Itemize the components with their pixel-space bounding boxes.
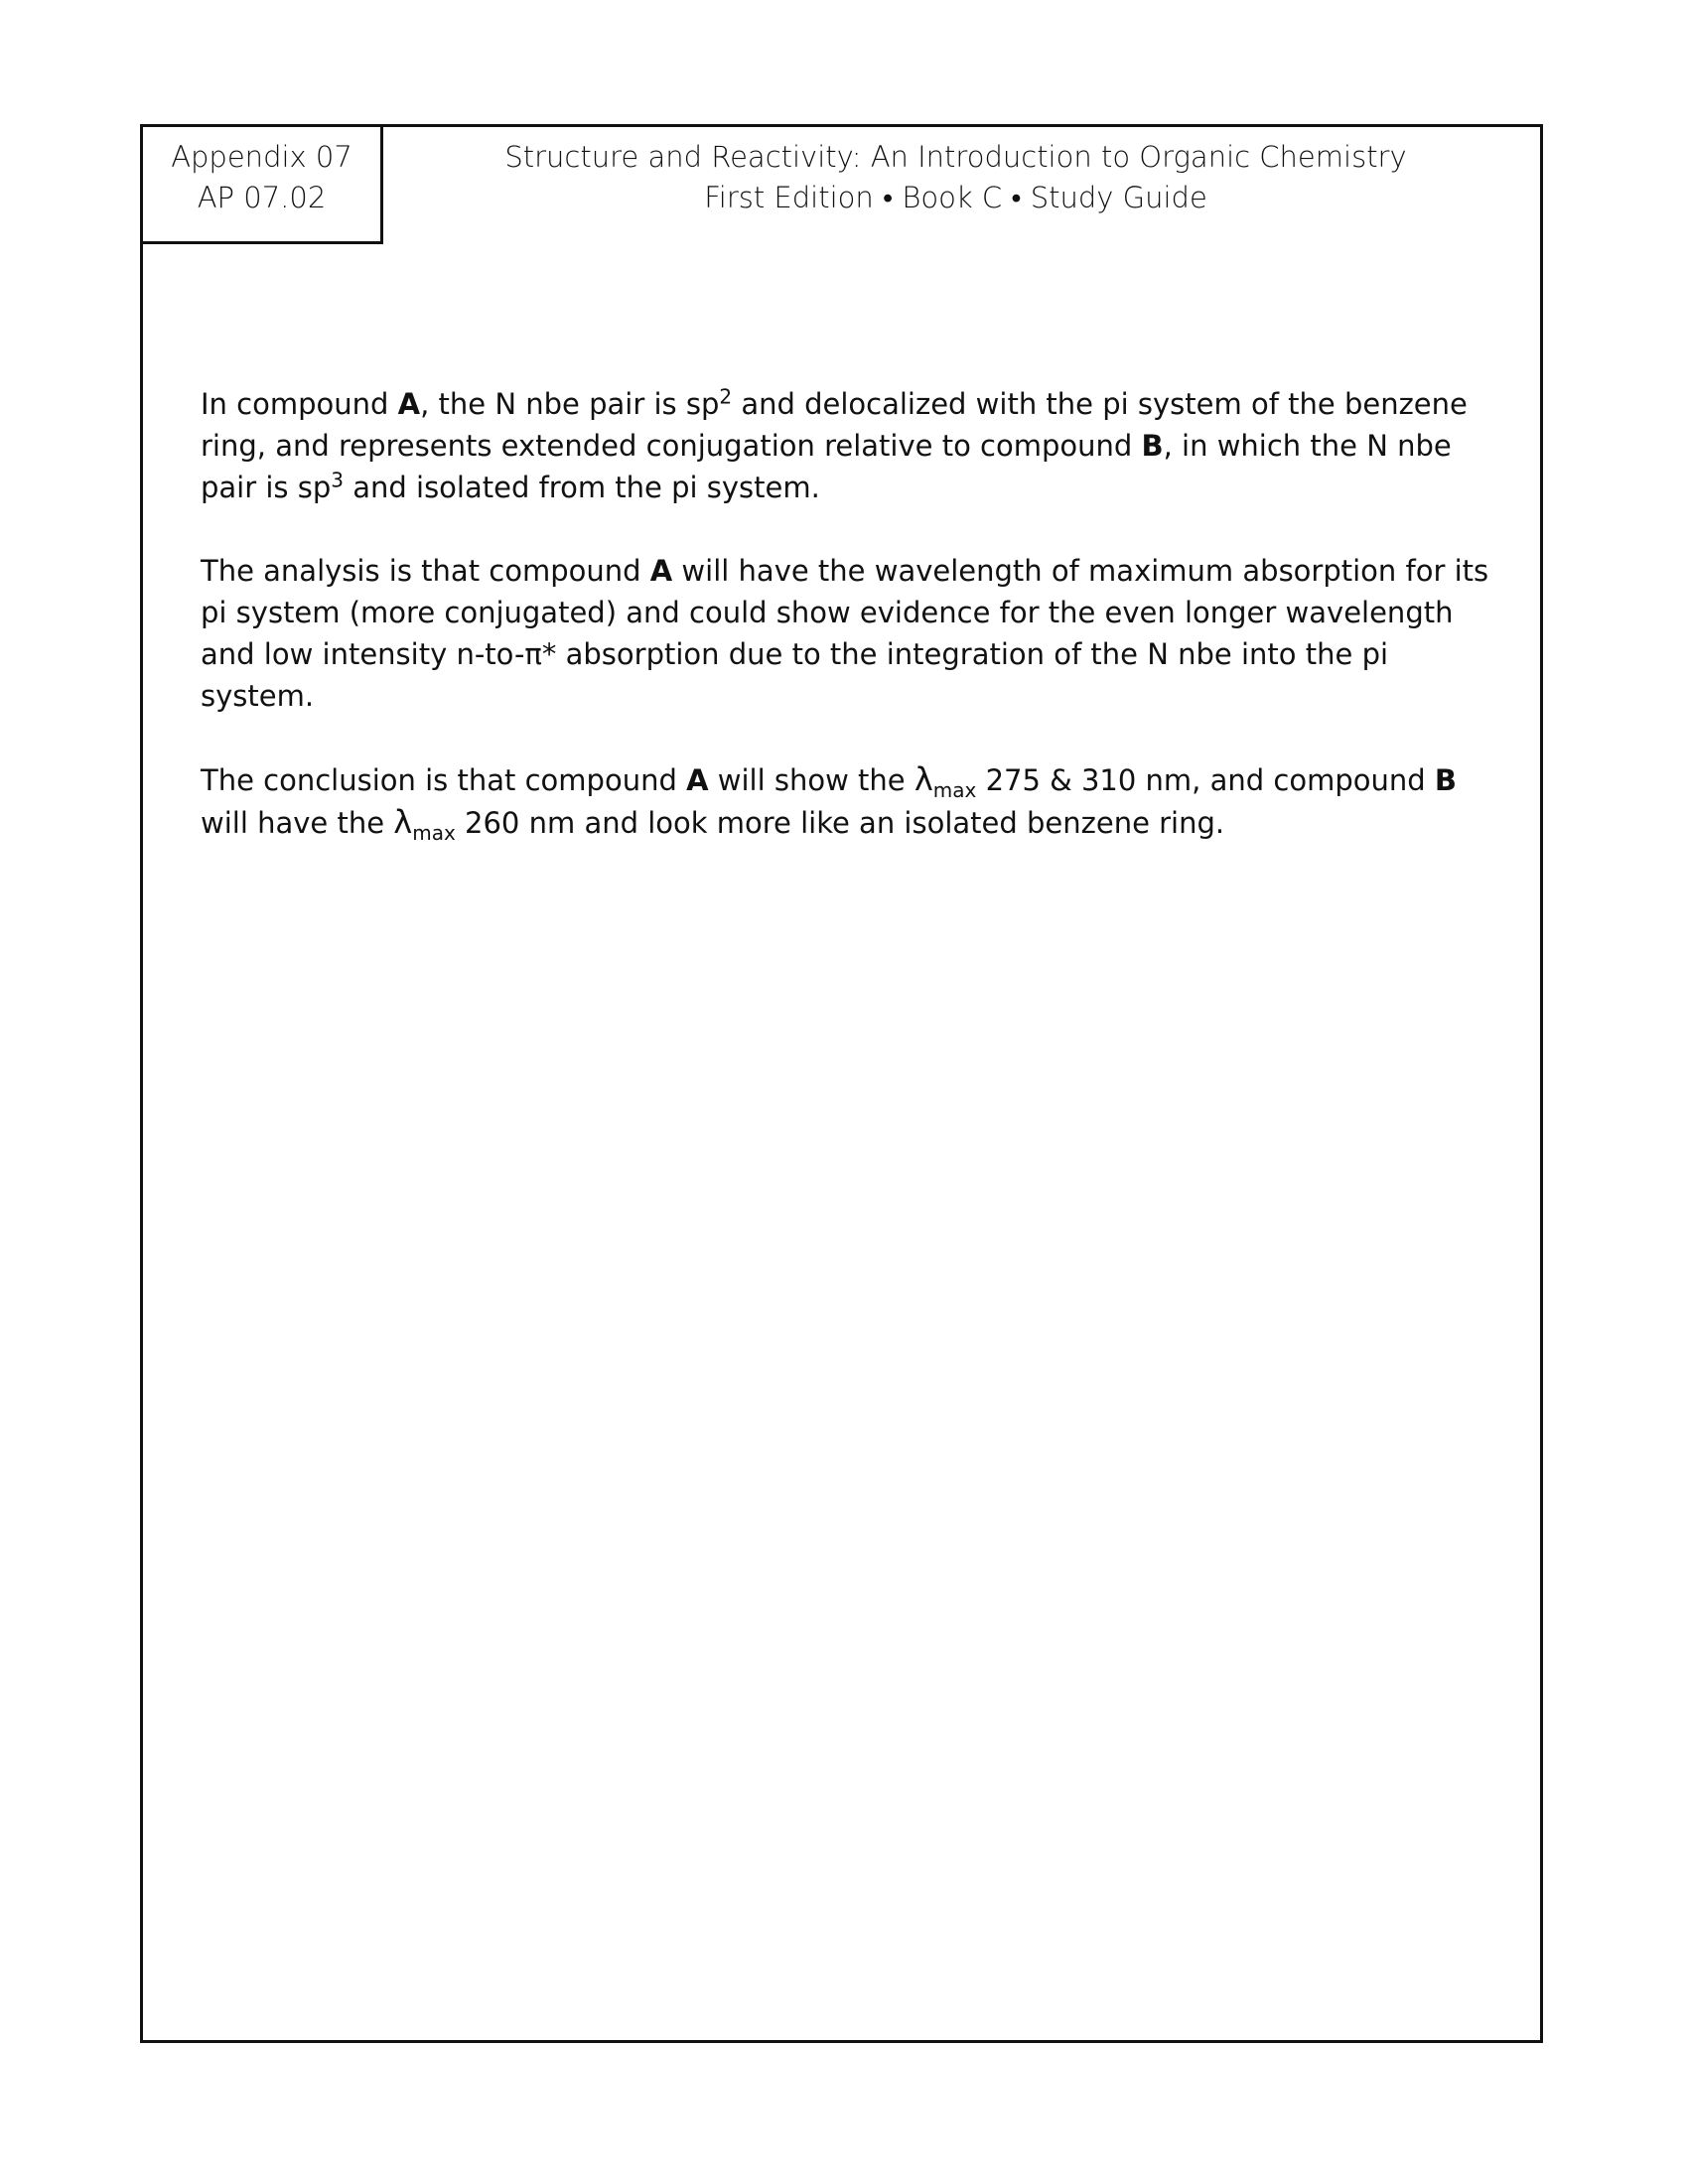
compound-a-label: A [649,554,673,588]
appendix-label-box [143,127,383,244]
text-span: The analysis is that compound [201,554,650,588]
compound-a-label: A [397,387,421,421]
compound-b-label: B [1434,763,1457,797]
answer-body [201,383,1500,886]
text-span: will show the [708,763,914,797]
text-span: * absorption due to the integration of the N nbe into the pi system. [201,637,1389,713]
pi-symbol: π [524,637,542,671]
paragraph-3 [201,758,1500,844]
superscript: 3 [331,468,345,492]
text-span: 275 & 310 nm, and compound [976,763,1435,797]
text-span: In compound [201,387,398,421]
page-header [411,137,1500,218]
subscript: max [412,820,456,845]
text-span: will have the [201,806,394,840]
appendix-number: Appendix 07 [171,140,352,174]
text-span: and isolated from the pi system. [344,471,820,504]
text-span: 260 nm and look more like an isolated benzene ring. [455,806,1225,840]
paragraph-1 [201,383,1500,508]
appendix-page-code: AP 07.02 [197,181,327,214]
text-span: The conclusion is that compound [201,763,687,797]
text-span: and delocalized with the pi system of the benzene ring, and represents extended conjugation relative to compound [201,387,1468,463]
book-title: Structure and Reactivity: An Introduction to Organic Chemistry [504,140,1407,174]
page-frame [140,124,1543,2043]
compound-b-label: B [1141,429,1164,463]
text-span: will have the wavelength of maximum absorption for its pi system (more conjugated) and could show evidence for the even longer wavelength and low intensity n-to- [201,554,1489,671]
compound-a-label: A [686,763,709,797]
lambda-symbol: λ [393,803,413,841]
book-edition: First Edition • Book C • Study Guide [704,181,1207,214]
text-span: , the N nbe pair is sp [420,387,720,421]
lambda-symbol: λ [914,760,933,798]
superscript: 2 [719,384,733,409]
text-span: , in which the N nbe pair is sp [201,429,1452,504]
subscript: max [932,777,977,802]
paragraph-2 [201,550,1500,717]
